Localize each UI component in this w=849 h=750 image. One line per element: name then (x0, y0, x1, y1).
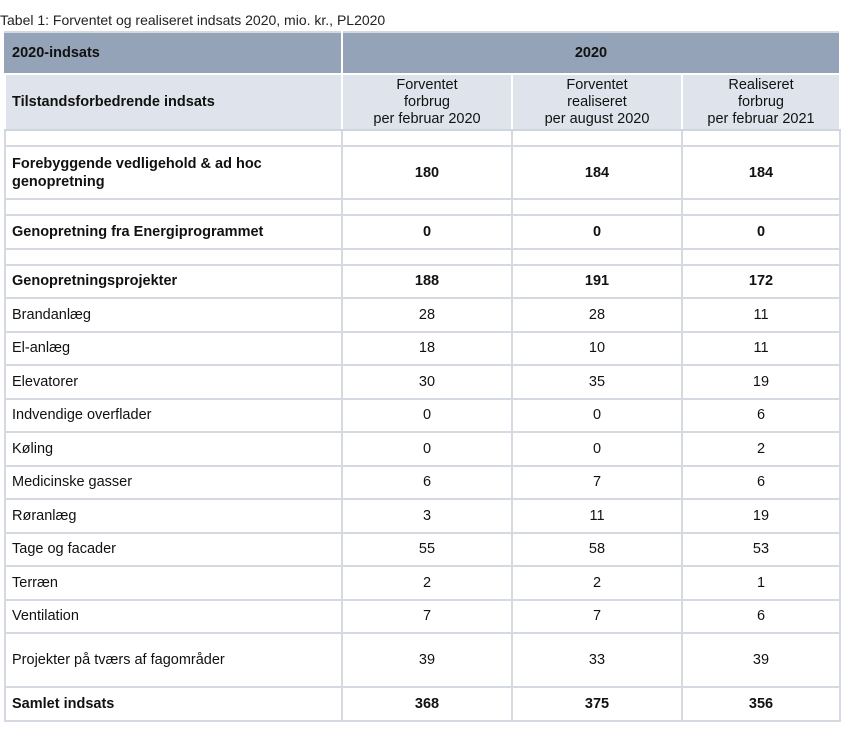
table-row (5, 365, 840, 399)
cell-value: 0 (342, 215, 512, 249)
cell-value: 39 (342, 633, 512, 687)
row-label: Køling (5, 432, 342, 466)
header-line: forbrug (738, 93, 784, 110)
header-indsats: 2020-indsats (5, 32, 342, 74)
table-row (5, 265, 840, 299)
table-row (5, 215, 840, 249)
cell-value: 1 (682, 566, 840, 600)
cell-value: 184 (512, 146, 682, 199)
row-label: Forebyggende vedligehold & ad hoc genopretning (5, 146, 342, 199)
row-label: Terræn (5, 566, 342, 600)
cell-value: 375 (512, 687, 682, 721)
cell-value: 188 (342, 265, 512, 299)
cell-value: 6 (342, 466, 512, 500)
cell-value: 6 (682, 399, 840, 433)
header-line: Forventet (566, 76, 628, 93)
table-row (5, 399, 840, 433)
table-row-total (5, 687, 840, 721)
spacer-row (5, 199, 840, 215)
cell-value: 0 (512, 399, 682, 433)
cell-value: 11 (682, 298, 840, 332)
cell-value: 191 (512, 265, 682, 299)
header-line: Forventet (396, 76, 458, 93)
row-label: Brandanlæg (5, 298, 342, 332)
cell-value: 19 (682, 365, 840, 399)
spacer-row (5, 130, 840, 146)
row-label: Tage og facader (5, 533, 342, 567)
table-row (5, 499, 840, 533)
cell-value: 368 (342, 687, 512, 721)
table-row (5, 146, 840, 199)
cell-value: 39 (682, 633, 840, 687)
cell-value: 7 (512, 600, 682, 634)
row-label: Ventilation (5, 600, 342, 634)
cell-value: 0 (342, 432, 512, 466)
row-label: Genopretning fra Energiprogrammet (5, 215, 342, 249)
header-line: realiseret (567, 93, 627, 110)
cell-value: 53 (682, 533, 840, 567)
header-line: per august 2020 (544, 110, 650, 127)
table-row (5, 600, 840, 634)
row-label: Medicinske gasser (5, 466, 342, 500)
header-row-top (5, 32, 840, 74)
spacer-row (5, 249, 840, 265)
row-label: Røranlæg (5, 499, 342, 533)
row-label: El-anlæg (5, 332, 342, 366)
table-row (5, 533, 840, 567)
cell-value: 7 (342, 600, 512, 634)
header-line: Realiseret (728, 76, 794, 93)
table-row (5, 432, 840, 466)
header-year: 2020 (342, 32, 840, 74)
row-label: Projekter på tværs af fagområder (5, 633, 342, 687)
data-table (4, 31, 841, 722)
header-line: per februar 2021 (707, 110, 815, 127)
header-col-realized-feb2021 (682, 74, 840, 130)
header-row-sub (5, 74, 840, 130)
cell-value: 2 (682, 432, 840, 466)
header-line: forbrug (404, 93, 450, 110)
cell-value: 2 (512, 566, 682, 600)
cell-value: 18 (342, 332, 512, 366)
cell-value: 0 (512, 432, 682, 466)
table-row (5, 633, 840, 687)
table-caption: Tabel 1: Forventet og realiseret indsats 2020, mio. kr., PL2020 (0, 12, 386, 28)
cell-value: 7 (512, 466, 682, 500)
cell-value: 19 (682, 499, 840, 533)
cell-value: 6 (682, 466, 840, 500)
cell-value: 0 (342, 399, 512, 433)
cell-value: 0 (682, 215, 840, 249)
cell-value: 11 (512, 499, 682, 533)
cell-value: 0 (512, 215, 682, 249)
cell-value: 11 (682, 332, 840, 366)
cell-value: 33 (512, 633, 682, 687)
row-label: Elevatorer (5, 365, 342, 399)
cell-value: 356 (682, 687, 840, 721)
cell-value: 184 (682, 146, 840, 199)
cell-value: 2 (342, 566, 512, 600)
cell-value: 30 (342, 365, 512, 399)
cell-value: 58 (512, 533, 682, 567)
row-label: Genopretningsprojekter (5, 265, 342, 299)
header-line: per februar 2020 (373, 110, 481, 127)
cell-value: 10 (512, 332, 682, 366)
cell-value: 180 (342, 146, 512, 199)
header-col-expected-feb2020 (342, 74, 512, 130)
cell-value: 35 (512, 365, 682, 399)
header-col-expected-aug2020 (512, 74, 682, 130)
table-row (5, 298, 840, 332)
row-label: Indvendige overflader (5, 399, 342, 433)
cell-value: 28 (512, 298, 682, 332)
table-row (5, 566, 840, 600)
header-tilstand: Tilstandsforbedrende indsats (5, 74, 342, 130)
table-row (5, 466, 840, 500)
cell-value: 55 (342, 533, 512, 567)
cell-value: 3 (342, 499, 512, 533)
cell-value: 6 (682, 600, 840, 634)
row-label: Samlet indsats (5, 687, 342, 721)
cell-value: 172 (682, 265, 840, 299)
cell-value: 28 (342, 298, 512, 332)
table-row (5, 332, 840, 366)
